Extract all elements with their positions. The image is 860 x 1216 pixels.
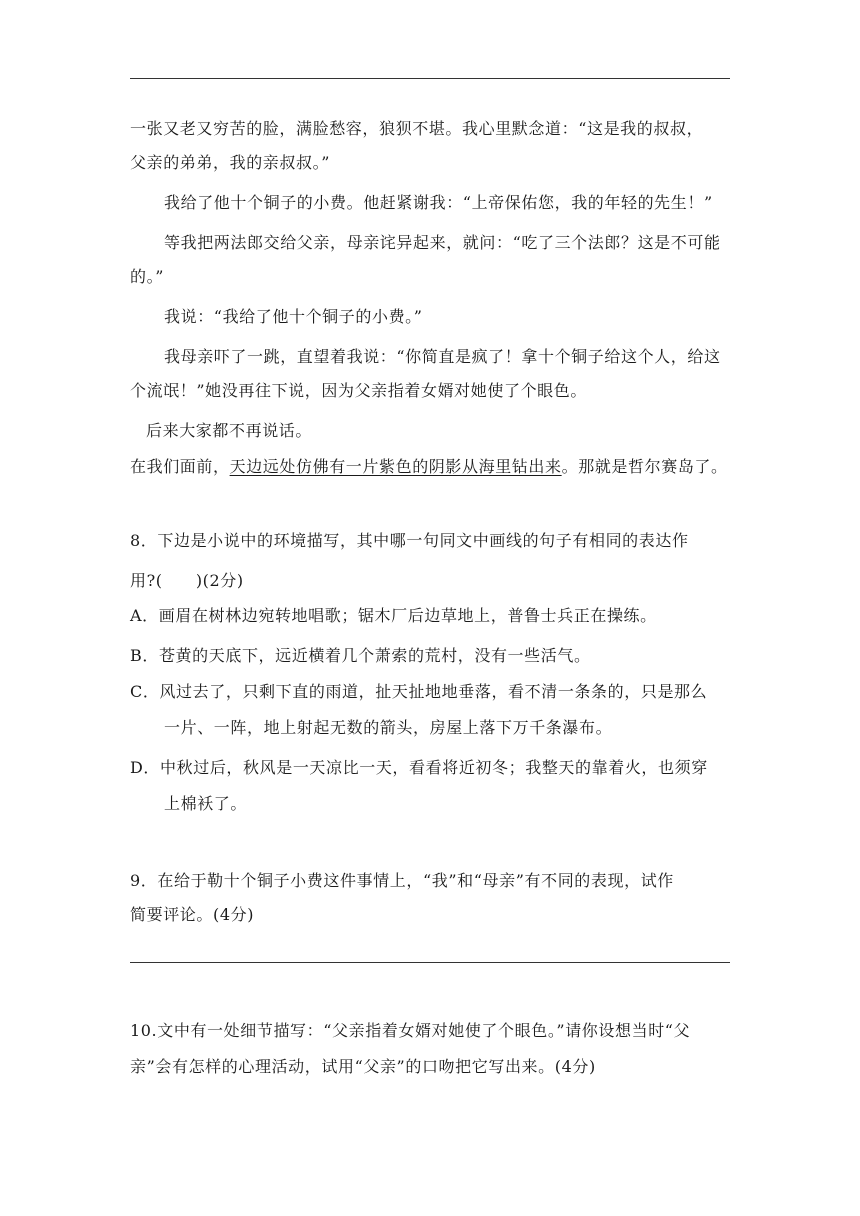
q8-option-d-line2: 上棉袄了。: [164, 794, 248, 813]
q9-stem-line2: 简要评论。(4分): [130, 905, 255, 924]
passage-p5-line2: 个流氓！”她没再往下说，因为父亲指着女婿对她使了个眼色。: [130, 381, 587, 400]
passage-p1-line1: 一张又老又穷苦的脸，满脸愁容，狼狈不堪。我心里默念道：“这是我的叔叔，: [130, 119, 704, 138]
passage-p6: 后来大家都不再说话。: [146, 421, 313, 440]
passage-p5-line1: 我母亲吓了一跳，直望着我说：“你简直是疯了！拿十个铜子给这个人，给这: [164, 347, 721, 366]
passage-p7-prefix: 在我们面前，: [130, 457, 230, 476]
q8-stem-line1: 8．下边是小说中的环境描写，其中哪一句同文中画线的句子有相同的表达作: [130, 531, 689, 550]
q8-option-a: A．画眉在树林边宛转地唱歌；锯木厂后边草地上，普鲁士兵正在操练。: [130, 606, 657, 625]
answer-rule: [130, 962, 730, 963]
passage-p3-line1: 等我把两法郎交给父亲，母亲诧异起来，就问：“吃了三个法郎？这是不可能: [164, 233, 721, 252]
passage-p7-suffix: 。那就是哲尔赛岛了。: [561, 457, 728, 476]
passage-p1-line2: 父亲的弟弟，我的亲叔叔。”: [130, 153, 330, 172]
passage-p4: 我说：“我给了他十个铜子的小费。”: [164, 307, 423, 326]
passage-p2: 我给了他十个铜子的小费。他赶紧谢我：“上帝保佑您，我的年轻的先生！”: [164, 193, 713, 212]
q8-stem-line2: 用?( )(2分): [130, 571, 244, 590]
passage-p7: [130, 457, 732, 477]
q8-option-c-line2: 一片、一阵，地上射起无数的箭头，房屋上落下万千条瀑布。: [164, 718, 613, 737]
underlined-sentence: 天边远处仿佛有一片紫色的阴影从海里钻出来: [229, 457, 562, 476]
q10-stem-line2: 亲”会有怎样的心理活动，试用“父亲”的口吻把它写出来。(4分): [130, 1057, 596, 1076]
passage-p3-line2: 的。”: [130, 267, 164, 286]
q9-stem-line1: 9．在给于勒十个铜子小费这件事情上，“我”和“母亲”有不同的表现，试作: [130, 871, 674, 890]
q8-option-c-line1: C．风过去了，只剩下直的雨道，扯天扯地地垂落，看不清一条条的，只是那么: [130, 682, 708, 701]
q10-stem-line1: 10.文中有一处细节描写：“父亲指着女婿对她使了个眼色。”请你设想当时“父: [130, 1021, 691, 1040]
top-rule: [130, 78, 730, 79]
q8-option-d-line1: D．中秋过后，秋风是一天凉比一天，看看将近初冬；我整天的靠着火，也须穿: [130, 758, 708, 777]
q8-option-b: B．苍黄的天底下，远近横着几个萧索的荒村，没有一些活气。: [130, 646, 591, 665]
